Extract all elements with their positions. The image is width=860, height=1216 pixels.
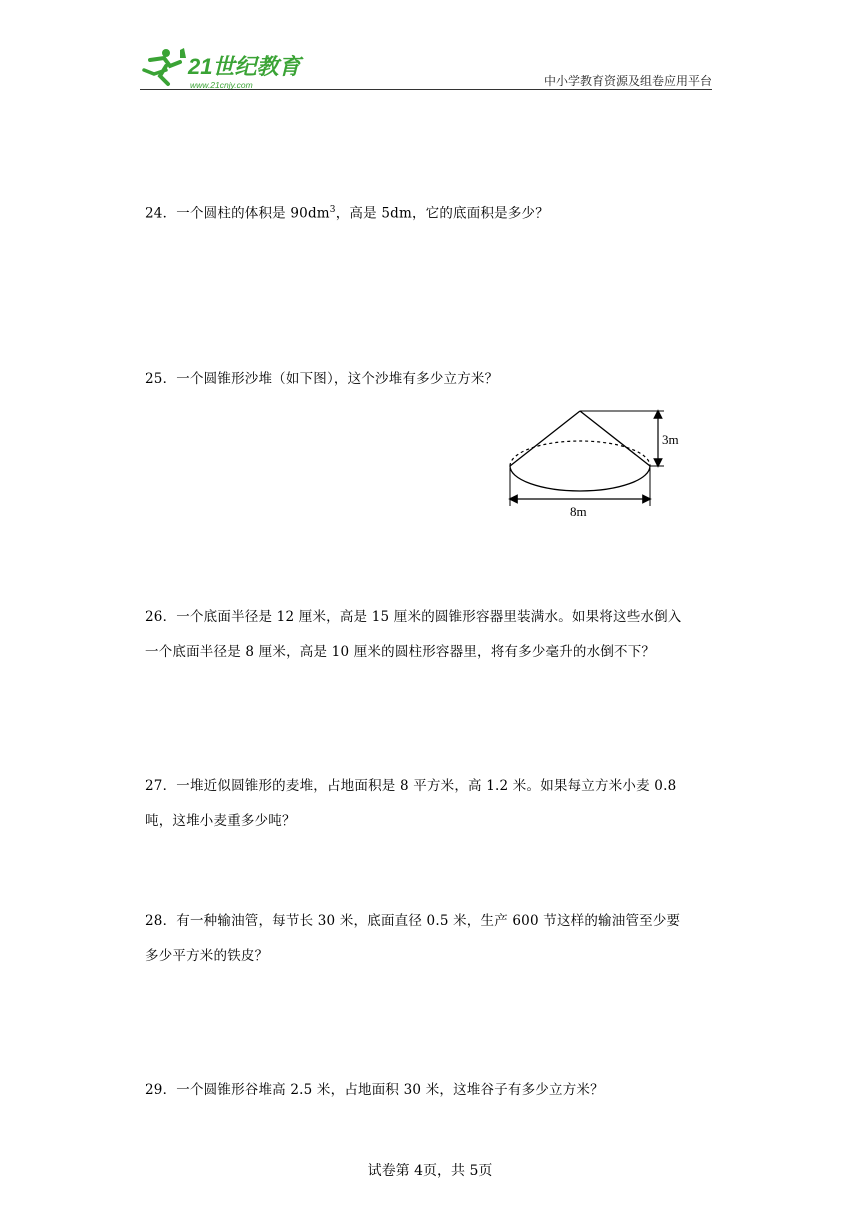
runner-logo-icon [144,48,186,84]
cone-right-edge [580,411,650,466]
question-27 [145,769,725,839]
height-label: 3m [662,432,679,447]
question-number: 29． [145,1082,177,1098]
question-text: 一个圆锥形谷堆高 2.5 米，占地面积 30 米，这堆谷子有多少立方米？ [176,1082,604,1098]
cone-figure [500,402,700,526]
cone-base-back [510,441,650,466]
header-divider [140,89,712,90]
cone-base-front [510,466,650,491]
question-26 [145,600,725,670]
superscript: 3 [329,205,336,215]
question-line-2: 吨，这堆小麦重多少吨？ [145,813,296,829]
question-number: 28． [145,913,177,929]
question-line-2: 一个底面半径是 8 厘米，高是 10 厘米的圆柱形容器里，将有多少毫升的水倒不下？ [145,644,656,660]
question-text-cont: ，高是 5dm，它的底面积是多少？ [335,205,549,222]
diameter-label: 8m [570,504,587,519]
question-29 [145,1073,725,1108]
question-25 [145,362,725,397]
question-line-1: 26．一个底面半径是 12 厘米，高是 15 厘米的圆锥形容器里装满水。如果将这些水倒入 [145,609,682,625]
question-28 [145,904,725,974]
question-number: 25． [145,371,177,387]
logo-url-text: www.21cnjy.com [190,80,253,90]
question-text: 一个圆锥形沙堆（如下图），这个沙堆有多少立方米？ [176,371,499,387]
question-number: 27． [145,778,177,794]
question-text: 一个圆柱的体积是 90dm [176,205,330,222]
platform-title: 中小学教育资源及组卷应用平台 [543,74,712,88]
question-number: 26． [145,609,177,625]
question-line-2: 多少平方米的铁皮？ [145,948,269,964]
question-number: 24． [145,205,177,222]
site-logo [140,44,315,92]
question-line-1: 28．有一种输油管，每节长 30 米，底面直径 0.5 米，生产 600 节这样的输油管至少要 [145,913,681,929]
question-line-1: 27．一堆近似圆锥形的麦堆，占地面积是 8 平方米，高 1.2 米。如果每立方米小麦 0.8 [145,778,677,794]
cone-left-edge [510,411,580,466]
logo-main-text: 21世纪教育 [188,54,301,79]
page-footer: 试卷第 4页，共 5页 [367,1163,493,1179]
question-24 [145,193,725,232]
